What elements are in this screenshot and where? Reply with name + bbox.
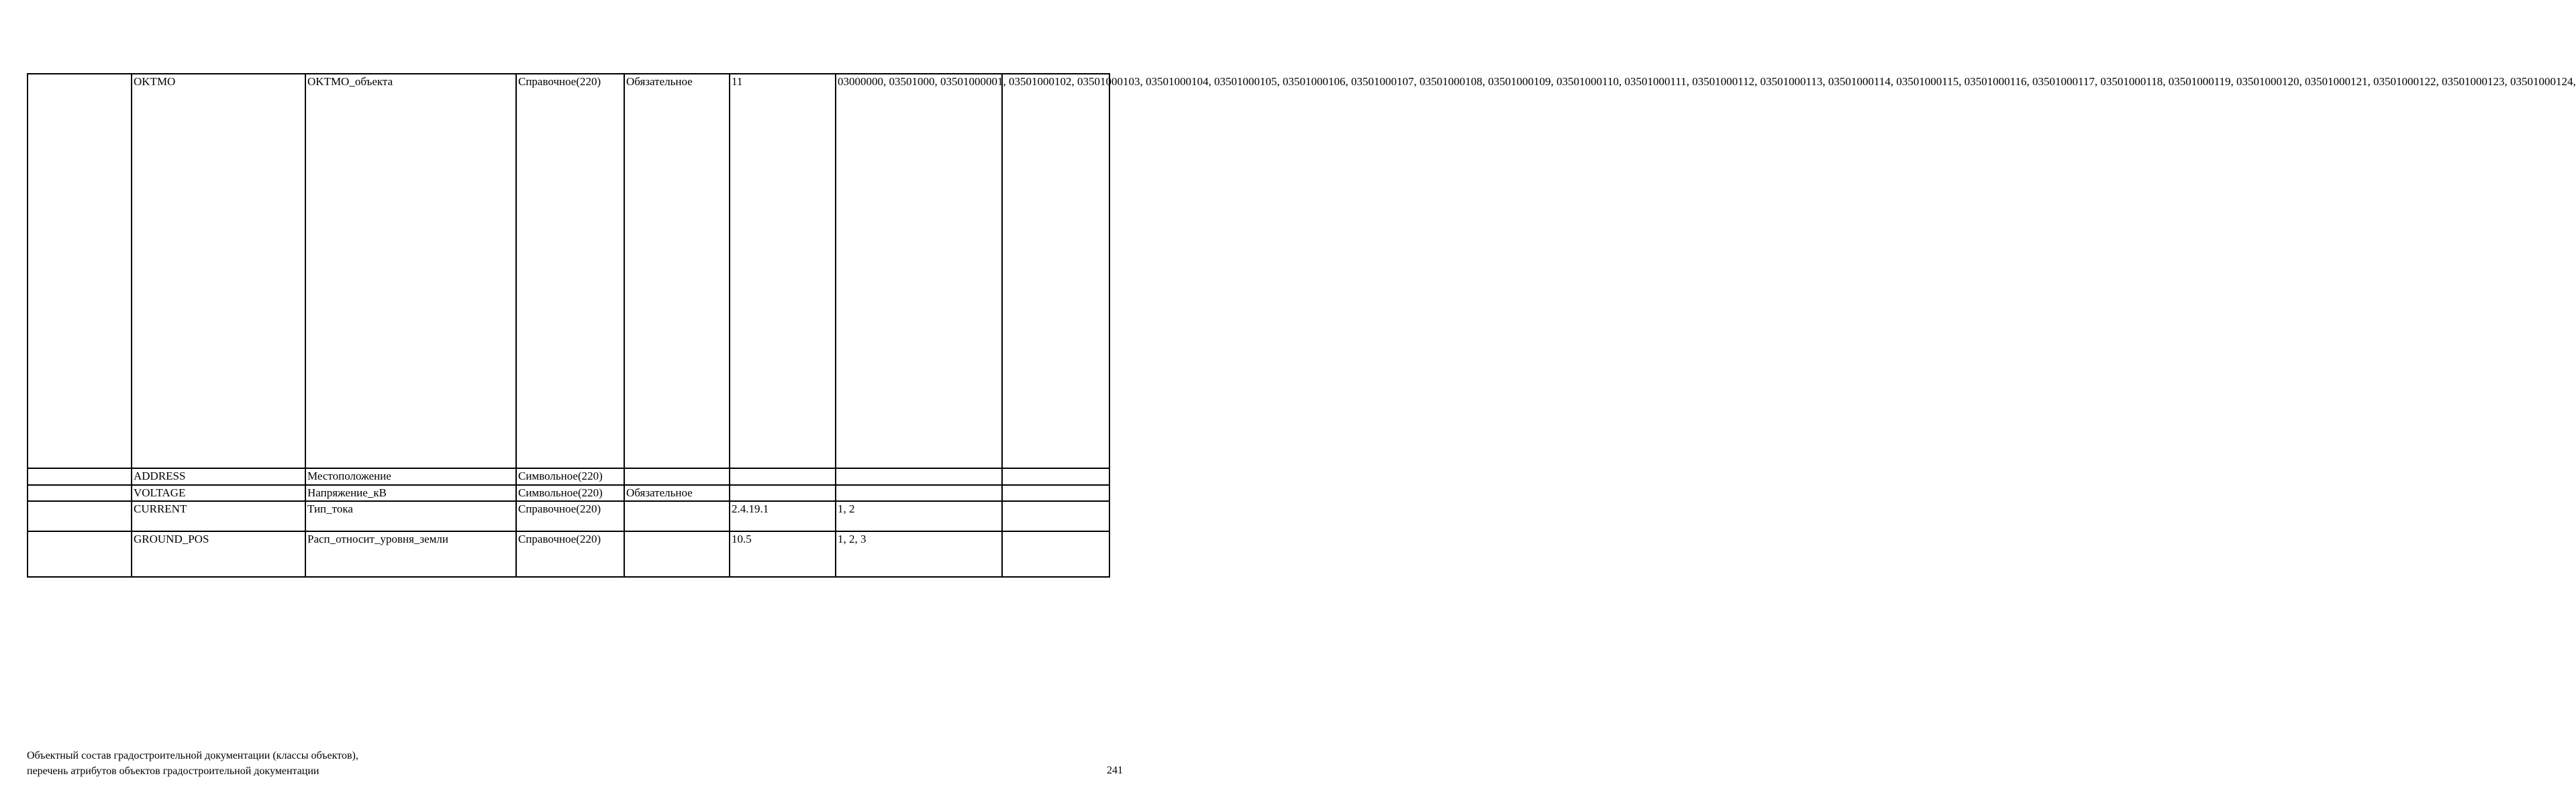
attribute-values-cell (836, 468, 1002, 485)
attribute-field-cell: Расп_относит_уровня_земли (305, 531, 516, 577)
attribute-reference-cell: 2.4.19.1 (730, 501, 836, 531)
page-footer-text: Объектный состав градостроительной документации (классы объектов), перечень атрибутов объектов градостроительной документации (27, 750, 358, 777)
table-row (28, 74, 1109, 468)
attribute-code-cell: ADDRESS (132, 468, 305, 485)
attribute-code-cell: OKTMO (132, 74, 305, 468)
table-row (28, 485, 1109, 502)
attribute-required-cell (624, 468, 730, 485)
attribute-reference-cell (730, 485, 836, 502)
attribute-reference-cell (730, 468, 836, 485)
attribute-required-cell (624, 501, 730, 531)
attributes-table (27, 73, 2576, 578)
attribute-field-cell: Напряжение_кВ (305, 485, 516, 502)
attribute-values-cell: 1, 2 (836, 501, 1002, 531)
class-name-cell (28, 485, 132, 502)
page-number: 241 (1107, 765, 1123, 776)
attribute-type-cell: Справочное(220) (516, 531, 624, 577)
table-row (28, 501, 1109, 531)
attribute-field-cell: Местоположение (305, 468, 516, 485)
attribute-type-cell: Символьное(220) (516, 468, 624, 485)
attribute-values-cell (836, 485, 1002, 502)
attribute-required-cell: Обязательное (624, 74, 730, 468)
attribute-values-cell: 1, 2, 3 (836, 531, 1002, 577)
attribute-type-cell: Символьное(220) (516, 485, 624, 502)
attribute-reference-cell: 10.5 (730, 531, 836, 577)
class-name-cell (28, 468, 132, 485)
attribute-required-cell (624, 531, 730, 577)
class-name-cell (28, 74, 132, 468)
attribute-type-cell: Справочное(220) (516, 501, 624, 531)
attribute-required-cell: Обязательное (624, 485, 730, 502)
attribute-note-cell (1002, 468, 1109, 485)
attribute-type-cell: Справочное(220) (516, 74, 624, 468)
attribute-code-cell: CURRENT (132, 501, 305, 531)
attribute-code-cell: VOLTAGE (132, 485, 305, 502)
table-row (28, 468, 1109, 485)
attribute-code-cell: GROUND_POS (132, 531, 305, 577)
class-name-cell (28, 531, 132, 577)
attribute-field-cell: OKTMO_объекта (305, 74, 516, 468)
attribute-note-cell (1002, 531, 1109, 577)
attribute-note-cell (1002, 74, 1109, 468)
attribute-note-cell (1002, 501, 1109, 531)
attribute-values-cell: 03000000, 03501000, 03501000001, 03501000102, 03501000103, 03501000104, 03501000105, 03501000106, 03501000107, 03501000108, 03501000109, 03501000110, 03501000111, 03501000112, 03501000113, 03501000114, 03501000115, 03501000116, 03501000117, 03501000118, 03501000119, 03501000120, 03501000121, 03501000122, 03501000123, 03501000124, (836, 74, 1002, 468)
attribute-field-cell: Тип_тока (305, 501, 516, 531)
class-name-cell (28, 501, 132, 531)
attribute-reference-cell: 11 (730, 74, 836, 468)
attribute-note-cell (1002, 485, 1109, 502)
table-row (28, 531, 1109, 577)
